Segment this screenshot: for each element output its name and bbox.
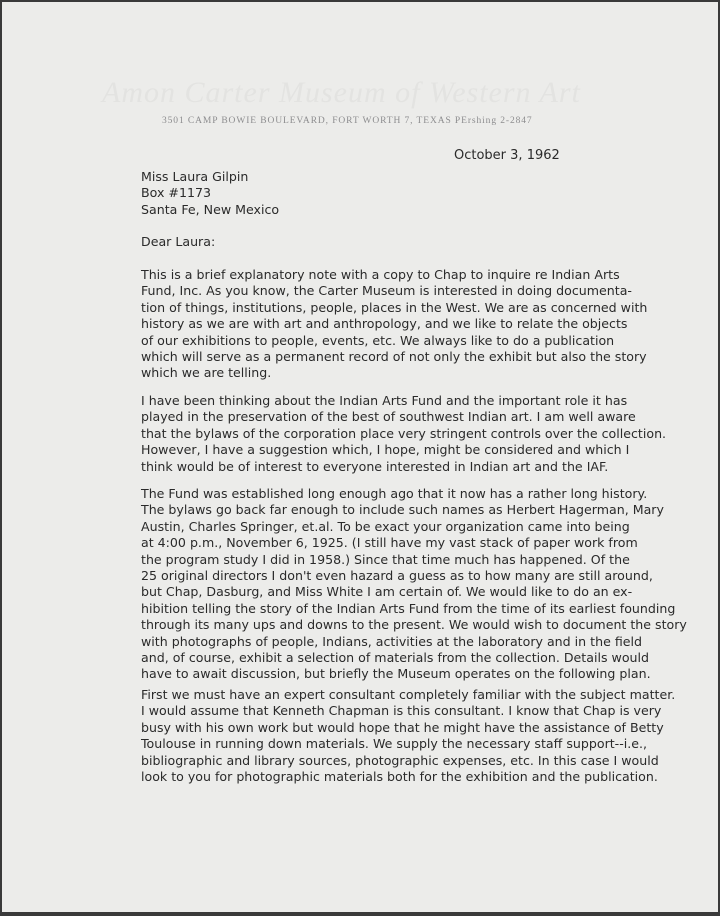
paragraph-line: have to await discussion, but briefly the Museum operates on the following plan. bbox=[141, 666, 651, 682]
salutation: Dear Laura: bbox=[141, 234, 216, 249]
recipient-line: Box #1173 bbox=[141, 185, 212, 201]
paragraph-line: bibliographic and library sources, photographic expenses, etc. In this case I would bbox=[141, 752, 659, 768]
paragraph-line: look to you for photographic materials both for the exhibition and the publication. bbox=[141, 769, 658, 785]
paragraph-line: Austin, Charles Springer, et.al. To be exact your organization came into being bbox=[141, 518, 630, 534]
paragraph-line: tion of things, institutions, people, places in the West. We are as concerned with bbox=[141, 299, 648, 315]
paragraph-line: think would be of interest to everyone interested in Indian art and the IAF. bbox=[141, 458, 609, 474]
paragraph-3 bbox=[141, 486, 687, 683]
paragraph-line: I have been thinking about the Indian Arts Fund and the important role it has bbox=[141, 393, 628, 408]
paragraph-line: history as we are with art and anthropology, and we like to relate the objects bbox=[141, 316, 628, 332]
paragraph-1 bbox=[141, 267, 661, 382]
paragraph-4 bbox=[141, 687, 676, 785]
letter-page bbox=[2, 2, 718, 912]
paragraph-line: 25 original directors I don't even hazard a guess as to how many are still around, bbox=[141, 568, 653, 584]
paragraph-line: played in the preservation of the best of southwest Indian art. I am well aware bbox=[141, 409, 636, 425]
paragraph-line: the program study I did in 1958.) Since that time much has happened. Of the bbox=[141, 551, 630, 567]
paragraph-line: Toulouse in running down materials. We supply the necessary staff support--i.e., bbox=[141, 736, 648, 752]
recipient-line: Santa Fe, New Mexico bbox=[141, 201, 280, 217]
recipient-block bbox=[141, 169, 661, 218]
paragraph-line: through its many ups and downs to the present. We would wish to document the story bbox=[141, 617, 687, 633]
paragraph-line: I would assume that Kenneth Chapman is this consultant. I know that Chap is very bbox=[141, 703, 662, 719]
paragraph-line: that the bylaws of the corporation place very stringent controls over the collection. bbox=[141, 425, 667, 441]
paragraph-line: hibition telling the story of the Indian Arts Fund from the time of its earliest founding bbox=[141, 600, 676, 616]
recipient-line: Miss Laura Gilpin bbox=[141, 169, 249, 184]
paragraph-line: with photographs of people, Indians, activities at the laboratory and in the field bbox=[141, 633, 642, 649]
paragraph-line: of our exhibitions to people, events, etc. We always like to do a publication bbox=[141, 332, 615, 348]
paragraph-line: The Fund was established long enough ago that it now has a rather long history. bbox=[141, 486, 648, 501]
letter-date: October 3, 1962 bbox=[454, 148, 560, 163]
paragraph-line: However, I have a suggestion which, I hope, might be considered and which I bbox=[141, 442, 630, 458]
paragraph-line: which will serve as a permanent record of not only the exhibit but also the story bbox=[141, 349, 647, 365]
paragraph-line: and, of course, exhibit a selection of materials from the collection. Details would bbox=[141, 650, 649, 666]
paragraph-line: The bylaws go back far enough to include such names as Herbert Hagerman, Mary bbox=[141, 502, 664, 518]
paragraph-line: busy with his own work but would hope that he might have the assistance of Betty bbox=[141, 719, 664, 735]
paragraph-line: but Chap, Dasburg, and Miss White I am certain of. We would like to do an ex- bbox=[141, 584, 633, 600]
letterhead-address: 3501 CAMP BOWIE BOULEVARD, FORT WORTH 7, TEXAS PErshing 2-2847 bbox=[162, 116, 533, 126]
paragraph-2 bbox=[141, 393, 667, 475]
paragraph-line: at 4:00 p.m., November 6, 1925. (I still have my vast stack of paper work from bbox=[141, 535, 638, 551]
letterhead-name: Amon Carter Museum of Western Art bbox=[102, 76, 581, 109]
paragraph-line: which we are telling. bbox=[141, 365, 272, 381]
paragraph-line: First we must have an expert consultant completely familiar with the subject matter. bbox=[141, 687, 676, 702]
paragraph-line: This is a brief explanatory note with a copy to Chap to inquire re Indian Arts bbox=[141, 267, 620, 282]
paragraph-line: Fund, Inc. As you know, the Carter Museum is interested in doing documenta- bbox=[141, 283, 632, 299]
